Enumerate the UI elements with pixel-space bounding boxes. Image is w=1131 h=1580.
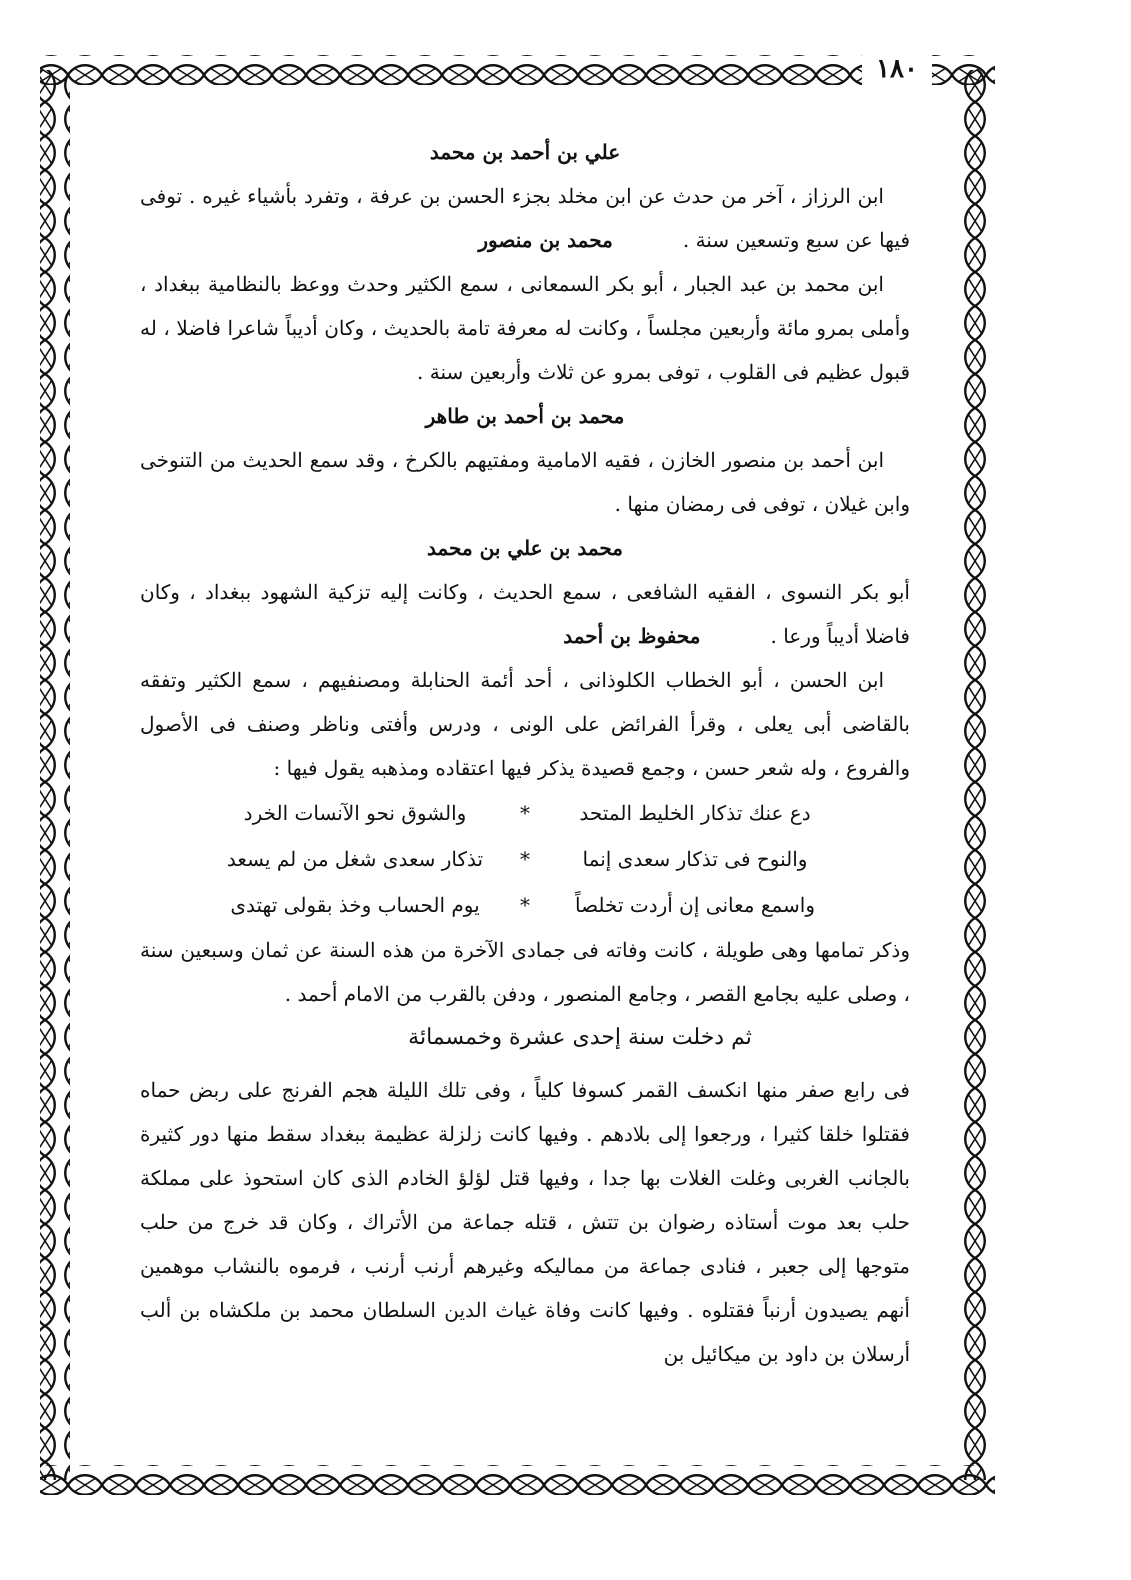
entry-text: ابن محمد بن عبد الجبار ، أبو بكر السمعانى ، سمع الكثير وحدث ووعظ بالنظامية ببغداد ، وأملى بمرو مائة وأربعين مجلساً ، وكانت له معرفة تامة بالحديث ، وكان أديباً شاعرا فاضلا ، له قبول عظيم فى القلوب ، توفى بمرو عن ثلاث وأربعين سنة . <box>140 272 910 384</box>
poem-verse <box>140 790 910 836</box>
chronicle-text: فى رابع صفر منها انكسف القمر كسوفا كلياً ، وفى تلك الليلة هجم الفرنج على ربض حماه فقتلوا خلقا كثيرا ، ورجعوا إلى بلادهم . وفيها كانت زلزلة عظيمة ببغداد سقط منها دور كثيرة بالجانب الغربى وغلت الغلات بها جدا ، وفيها قتل لؤلؤ الخادم الذى كان استحوذ على مملكة حلب بعد موت أستاذه رضوان بن تتش ، قتله جماعة من الأتراك ، وكان قد خرج من حلب متوجها إلى جعبر ، فنادى جماعة من مماليكه وغيرهم أرنب أرنب ، فرموه بالنشاب موهمين أنهم يصيدون أرنباً فقتلوه . وفيها كانت وفاة غياث الدين السلطان محمد بن ملكشاه بن ألب أرسلان بن داود بن ميكائيل بن <box>140 1078 910 1366</box>
entry-heading: علي بن أحمد بن محمد <box>429 140 621 164</box>
entry-text <box>140 174 910 262</box>
verse-second-hemistich: والشوق نحو الآنسات الخرد <box>243 801 467 825</box>
year-heading: ثم دخلت سنة إحدى عشرة وخمسمائة <box>408 1025 752 1050</box>
entry-heading: محمد بن علي بن محمد <box>426 536 624 560</box>
entry-text-body: ابن الرزاز ، آخر من حدث عن ابن مخلد بجزء الحسن بن عرفة ، وتفرد بأشياء غيره . توفى فيها عن سبع وتسعين سنة . <box>140 184 910 252</box>
entry-text: ابن أحمد بن منصور الخازن ، فقيه الامامية ومفتيهم بالكرخ ، وقد سمع الحديث من التنوخى وابن غيلان ، توفى فى رمضان منها . <box>140 448 910 516</box>
verse-separator: * <box>520 847 530 871</box>
poem-verse <box>140 882 910 928</box>
page-number: ١٨٠ <box>862 52 932 86</box>
entry-heading-inline: محفوظ بن أحمد <box>563 624 701 648</box>
entry-heading-inline: محمد بن منصور <box>478 228 613 252</box>
entry-text: ابن الحسن ، أبو الخطاب الكلوذانى ، أحد أئمة الحنابلة ومصنفيهم ، سمع الكثير وتفقه بالقاضى أبى يعلى ، وقرأ الفرائض على الونى ، ودرس وأفتى وناظر وصنف فى الأصول والفروع ، وله شعر حسن ، وجمع قصيدة يذكر فيها اعتقاده ومذهبه يقول فيها : <box>140 668 910 780</box>
verse-second-hemistich: يوم الحساب وخذ بقولى تهتدى <box>230 893 480 917</box>
entry-text: وذكر تمامها وهى طويلة ، كانت وفاته فى جمادى الآخرة من هذه السنة عن ثمان وسبعين سنة ، وصلى عليه بجامع القصر ، وجامع المنصور ، ودفن بالقرب من الامام أحمد . <box>140 938 910 1006</box>
verse-first-hemistich: دع عنك تذكار الخليط المتحد <box>579 801 811 825</box>
entry-text-body: أبو بكر النسوى ، الفقيه الشافعى ، سمع الحديث ، وكانت إليه تزكية الشهود ببغداد ، وكان فاضلا أديباً ورعا . <box>140 580 910 648</box>
verse-second-hemistich: تذكار سعدى شغل من لم يسعد <box>226 847 484 871</box>
entry-text <box>140 570 910 658</box>
verse-first-hemistich: والنوح فى تذكار سعدى إنما <box>582 847 808 871</box>
poem-verse <box>140 836 910 882</box>
entry-heading: محمد بن أحمد بن طاهر <box>425 404 625 428</box>
verse-first-hemistich: واسمع معانى إن أردت تخلصاً <box>574 893 816 917</box>
page-body <box>140 130 910 1376</box>
verse-separator: * <box>520 801 530 825</box>
verse-separator: * <box>520 893 530 917</box>
